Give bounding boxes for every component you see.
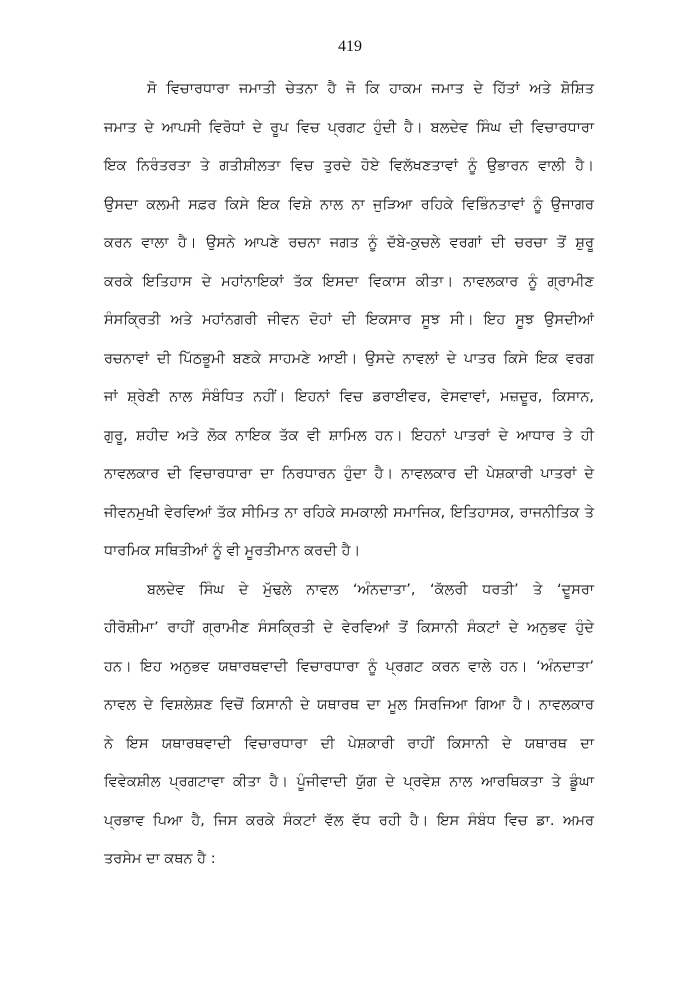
page-number: 419 [338,38,362,55]
paragraph-2 [104,571,594,879]
text-line: ਰਚਨਾਵਾਂ ਦੀ ਪਿੱਠਭੂਮੀ ਬਣਕੇ ਸਾਹਮਣੇ ਆਈ। ਉਸਦੇ ਨਾਵਲਾਂ ਦੇ ਪਾਤਰ ਕਿਸੇ ਇਕ ਵਰਗ [104,350,594,367]
text-line: ਜਮਾਤ ਦੇ ਆਪਸੀ ਵਿਰੋਧਾਂ ਦੇ ਰੂਪ ਵਿਚ ਪ੍ਰਗਟ ਹੁੰਦੀ ਹੈ। ਬਲਦੇਵ ਸਿੰਘ ਦੀ ਵਿਚਾਰਧਾਰਾ [104,119,594,136]
text-line: ਜਾਂ ਸ਼੍ਰੇਣੀ ਨਾਲ ਸੰਬੰਧਿਤ ਨਹੀਂ। ਇਹਨਾਂ ਵਿਚ ਡਰਾਈਵਰ, ਵੇਸਵਾਵਾਂ, ਮਜ਼ਦੂਰ, ਕਿਸਾਨ, [104,389,594,405]
text-line: ਹਨ। ਇਹ ਅਨੁਭਵ ਯਥਾਰਥਵਾਦੀ ਵਿਚਾਰਧਾਰਾ ਨੂੰ ਪ੍ਰਗਟ ਕਰਨ ਵਾਲੇ ਹਨ। ‘ਅੰਨਦਾਤਾ’ [104,658,594,675]
text-line: ਜੀਵਨਮੁਖੀ ਵੇਰਵਿਆਂ ਤੱਕ ਸੀਮਿਤ ਨਾ ਰਹਿਕੇ ਸਮਕਾਲੀ ਸਮਾਜਿਕ, ਇਤਿਹਾਸਕ, ਰਾਜਨੀਤਿਕ ਤੇ [104,504,594,521]
text-line: ਨਾਵਲਕਾਰ ਦੀ ਵਿਚਾਰਧਾਰਾ ਦਾ ਨਿਰਧਾਰਨ ਹੁੰਦਾ ਹੈ। ਨਾਵਲਕਾਰ ਦੀ ਪੇਸ਼ਕਾਰੀ ਪਾਤਰਾਂ ਦੇ [104,466,594,482]
text-line: ਬਲਦੇਵ ਸਿੰਘ ਦੇ ਮੁੱਢਲੇ ਨਾਵਲ ‘ਅੰਨਦਾਤਾ’, ‘ਕੱਲਰੀ ਧਰਤੀ’ ਤੇ ‘ਦੂਸਰਾ [147,581,594,598]
text-line: ਇਕ ਨਿਰੰਤਰਤਾ ਤੇ ਗਤੀਸ਼ੀਲਤਾ ਵਿਚ ਤੁਰਦੇ ਹੋਏ ਵਿਲੱਖਣਤਾਵਾਂ ਨੂੰ ਉਭਾਰਨ ਵਾਲੀ ਹੈ। [104,158,594,174]
text-line: ਸੰਸਕ੍ਰਿਤੀ ਅਤੇ ਮਹਾਂਨਗਰੀ ਜੀਵਨ ਦੋਹਾਂ ਦੀ ਇਕਸਾਰ ਸੂਝ ਸੀ। ਇਹ ਸੂਝ ਉਸਦੀਆਂ [104,312,594,328]
text-line: ਪ੍ਰਭਾਵ ਪਿਆ ਹੈ, ਜਿਸ ਕਰਕੇ ਸੰਕਟਾਂ ਵੱਲ ਵੱਧ ਰਹੀ ਹੈ। ਇਸ ਸੰਬੰਧ ਵਿਚ ਡਾ. ਅਮਰ [104,812,594,829]
text-line: ਤਰਸੇਮ ਦਾ ਕਥਨ ਹੈ : [104,851,216,867]
text-line: ਹੀਰੋਸ਼ੀਮਾ’ ਰਾਹੀਂ ਗ੍ਰਾਮੀਣ ਸੰਸਕ੍ਰਿਤੀ ਦੇ ਵੇਰਵਿਆਂ ਤੋਂ ਕਿਸਾਨੀ ਸੰਕਟਾਂ ਦੇ ਅਨੁਭਵ ਹੁੰਦੇ [104,620,594,636]
text-line: ਨਾਵਲ ਦੇ ਵਿਸ਼ਲੇਸ਼ਣ ਵਿਚੋਂ ਕਿਸਾਨੀ ਦੇ ਯਥਾਰਥ ਦਾ ਮੂਲ ਸਿਰਜਿਆ ਗਿਆ ਹੈ। ਨਾਵਲਕਾਰ [104,697,594,713]
text-line: ਧਾਰਮਿਕ ਸਥਿਤੀਆਂ ਨੂੰ ਵੀ ਮੂਰਤੀਮਾਨ ਕਰਦੀ ਹੈ। [104,543,361,559]
text-line: ਕਰਕੇ ਇਤਿਹਾਸ ਦੇ ਮਹਾਂਨਾਇਕਾਂ ਤੱਕ ਇਸਦਾ ਵਿਕਾਸ ਕੀਤਾ। ਨਾਵਲਕਾਰ ਨੂੰ ਗ੍ਰਾਮੀਣ [104,273,594,290]
text-line: ਉਸਦਾ ਕਲਮੀ ਸਫ਼ਰ ਕਿਸੇ ਇਕ ਵਿਸ਼ੇ ਨਾਲ ਨਾ ਜੁੜਿਆ ਰਹਿਕੇ ਵਿਭਿੰਨਤਾਵਾਂ ਨੂੰ ਉਜਾਗਰ [104,196,594,213]
text-line: ਵਿਵੇਕਸ਼ੀਲ ਪ੍ਰਗਟਾਵਾ ਕੀਤਾ ਹੈ। ਪੂੰਜੀਵਾਦੀ ਯੁੱਗ ਦੇ ਪ੍ਰਵੇਸ਼ ਨਾਲ ਆਰਥਿਕਤਾ ਤੇ ਡੂੰਘਾ [104,774,594,790]
text-line: ਕਰਨ ਵਾਲਾ ਹੈ। ਉਸਨੇ ਆਪਣੇ ਰਚਨਾ ਜਗਤ ਨੂੰ ਦੱਬੇ-ਕੁਚਲੇ ਵਰਗਾਂ ਦੀ ਚਰਚਾ ਤੋਂ ਸ਼ੁਰੂ [104,235,594,251]
body-text [104,70,594,879]
paragraph-1 [104,70,594,571]
text-line: ਗੁਰੂ, ਸ਼ਹੀਦ ਅਤੇ ਲੋਕ ਨਾਇਕ ਤੱਕ ਵੀ ਸ਼ਾਮਿਲ ਹਨ। ਇਹਨਾਂ ਪਾਤਰਾਂ ਦੇ ਆਧਾਰ ਤੇ ਹੀ [104,427,594,444]
text-line: ਨੇ ਇਸ ਯਥਾਰਥਵਾਦੀ ਵਿਚਾਰਧਾਰਾ ਦੀ ਪੇਸ਼ਕਾਰੀ ਰਾਹੀਂ ਕਿਸਾਨੀ ਦੇ ਯਥਾਰਥ ਦਾ [104,735,594,752]
text-line: ਸੋ ਵਿਚਾਰਧਾਰਾ ਜਮਾਤੀ ਚੇਤਨਾ ਹੈ ਜੋ ਕਿ ਹਾਕਮ ਜਮਾਤ ਦੇ ਹਿੱਤਾਂ ਅਤੇ ਸ਼ੋਸ਼ਿਤ [147,81,594,97]
